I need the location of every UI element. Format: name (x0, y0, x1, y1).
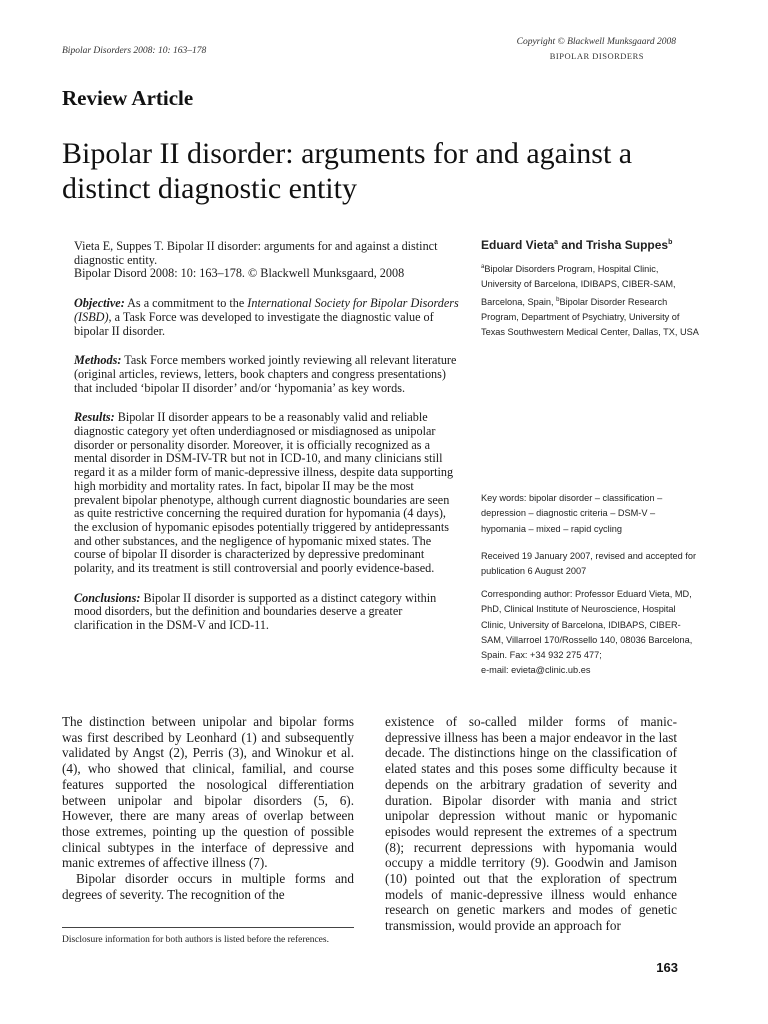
objective-text-italic: International Society for Bipolar Disorders (ISBD) (74, 296, 459, 324)
journal-name: BIPOLAR DISORDERS (549, 51, 644, 61)
affiliation-marker: a (554, 239, 559, 246)
abstract-conclusions (74, 592, 462, 633)
affiliation-marker: b (556, 296, 560, 303)
abstract-objective (74, 297, 462, 338)
citation-block (74, 240, 462, 281)
results-text: Bipolar II disorder appears to be a reasonably valid and reliable diagnostic category yet often underdiagnosed or misdiagnosed as unipolar disorder or personality disorder. Moreover, it is officially recognized as a mental disorder in DSM-IV-TR but not in ICD-10, and many clinicians still regard it as a milder form of manic-depressive illness, despite data supporting high morbidity and mortality rates. In fact, bipolar II may be the most prevalent bipolar phenotype, although current diagnostic boundaries are seen as quite restrictive concerning the required duration for hypomania (4 days), the exclusion of hypomanic episodes potentially triggered by antidepressants and other substances, and the negligence of hypomanic mixed states. The course of bipolar II disorder is characterized by depressive predominant polarity, and its treatment is still controversial and poorly evidence-based. (74, 410, 454, 576)
conclusions-label: Conclusions: (74, 590, 141, 605)
body-paragraph: The distinction between unipolar and bipolar forms was first described by Leonhard (1) and subsequently validated by Angst (2), Perris (3), and Winokur et al. (4), who showed that clinical, familial, and course features supported the nosological differentiation between unipolar and bipolar disorders (5, 6). However, there are many areas of overlap between those extremes, pointing up the question of possible clinical subtypes in the interface of depressive and manic extremes of affective illness (7). (62, 714, 354, 871)
body-paragraph: existence of so-called milder forms of manic-depressive illness has been a major endeavor in the last decade. The distinctions hinge on the classification of elated states and this poses some difficulty because it depends on the arbitrary gradation of severity and duration. Bipolar disorder with mania and strict unipolar depression without manic or hypomanic episodes would represent the extremes of a spectrum (8); recurrent depressions with hypomania would occupy a middle territory (9). Goodwin and Jamison (10) pointed out that the exploration of spectrum models of manic-depressive illness would enhance research on genetic markers and modes of genetic transmission, would provide an approach for (385, 714, 677, 934)
objective-text-post: , a Task Force was developed to investigate the diagnostic value of bipolar II disorder. (74, 309, 434, 338)
body-column-right (385, 714, 677, 934)
conclusions-text: Bipolar II disorder is supported as a distinct category within mood disorders, but the definition and boundaries deserve a greater clarification in the DSM-V and ICD-11. (74, 590, 437, 633)
keywords: Key words: bipolar disorder – classification – depression – diagnostic criteria – DSM-V – hypomania – mixed – rapid cycling (481, 493, 663, 534)
corresponding-author (481, 587, 701, 679)
page-number: 163 (656, 960, 678, 975)
affiliation-b: Bipolar Disorder Research Program, Department of Psychiatry, University of Texas Southwestern Medical Center, Dallas, TX, USA (481, 296, 699, 338)
corresponding-author-email: e-mail: evieta@clinic.ub.es (481, 665, 591, 676)
citation-line-1: Vieta E, Suppes T. Bipolar II disorder: arguments for and against a distinct diagnostic entity. (74, 239, 438, 267)
author-list (481, 238, 701, 252)
objective-text-pre: As a commitment to the (127, 296, 245, 311)
journal-citation: Bipolar Disorders 2008: 10: 163–178 (62, 46, 207, 56)
article-type: Review Article (62, 86, 194, 110)
author-name: Eduard Vieta (481, 238, 555, 252)
body-paragraph: Bipolar disorder occurs in multiple forms and degrees of severity. The recognition of the (62, 871, 354, 902)
methods-label: Methods: (74, 353, 122, 368)
citation-line-2: Bipolar Disord 2008: 10: 163–178. © Blackwell Munksgaard, 2008 (74, 266, 405, 281)
methods-text: Task Force members worked jointly reviewing all relevant literature (original articles, reviews, letters, book chapters and congress presentations) that included ‘bipolar II disorder’ and/or ‘hypomania’ as key words. (74, 353, 457, 395)
affiliations (481, 260, 701, 341)
corresponding-author-details: Corresponding author: Professor Eduard Vieta, MD, PhD, Clinical Institute of Neuroscience, Hospital Clinic, University of Barcelona, IDIBAPS, CIBER-SAM, Villarroel 170/Rossello 140, 08036 Barcelona, Spain. Fax: +34 932 275 477; (481, 589, 693, 661)
abstract-section (74, 240, 462, 649)
author-name: Trisha Suppes (586, 238, 669, 252)
received-dates: Received 19 January 2007, revised and accepted for publication 6 August 2007 (481, 551, 697, 577)
affiliation-marker: b (668, 239, 673, 246)
results-label: Results: (74, 410, 115, 425)
article-title: Bipolar II disorder: arguments for and against a distinct diagnostic entity (62, 137, 633, 205)
affiliation-marker: a (481, 264, 485, 270)
abstract-results (74, 411, 462, 575)
affiliation-a: Bipolar Disorders Program, Hospital Clinic, University of Barcelona, IDIBAPS, CIBER-SAM, Barcelona, Spain, (481, 264, 676, 307)
author-conjunction: and (561, 238, 583, 252)
body-column-left (62, 714, 354, 902)
footnote-divider (62, 927, 354, 928)
objective-label: Objective: (74, 296, 125, 311)
abstract-methods (74, 354, 462, 395)
disclosure-footnote: Disclosure information for both authors is listed before the references. (62, 935, 329, 945)
copyright-notice: Copyright © Blackwell Munksgaard 2008 (516, 37, 676, 47)
